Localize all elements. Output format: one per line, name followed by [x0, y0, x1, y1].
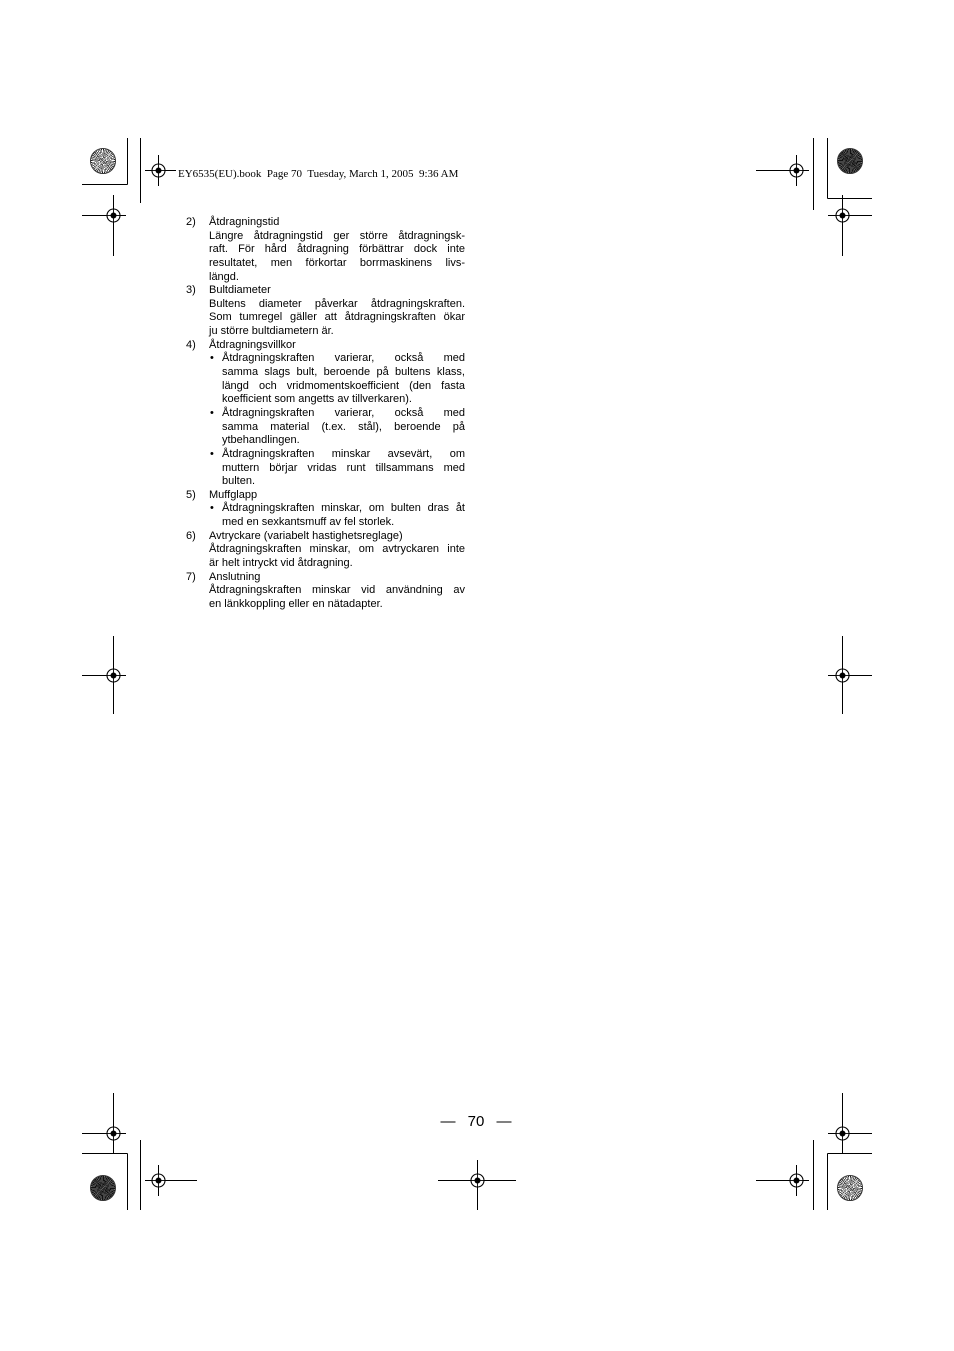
registration-target	[836, 1127, 849, 1140]
text-line: är helt intryckt vid åtdragning.	[209, 557, 353, 570]
page-number: — 70 —	[440, 1113, 512, 1130]
text-line: samma slags bult, beroende på bultens klass,	[222, 366, 465, 379]
starburst-mark-bottom-right	[837, 1175, 863, 1201]
registration-target	[107, 669, 120, 682]
crop-mark-middle-right	[828, 636, 872, 714]
text-line: längd och vridmomentskoefficient (den fasta	[222, 379, 465, 392]
item-number: 4)	[186, 338, 196, 351]
registration-target	[836, 669, 849, 682]
text-line: ytbehandlingen.	[222, 434, 300, 447]
text-line: en länkkoppling eller en nätadapter.	[209, 597, 383, 610]
item-body	[209, 530, 465, 571]
registration-target	[471, 1174, 484, 1187]
bullet-item	[209, 407, 465, 448]
text-line: bulten.	[222, 475, 256, 488]
item-title: Åtdragningsvillkor	[209, 338, 296, 351]
starburst-mark-top-right	[837, 148, 863, 174]
bullet-symbol: •	[210, 406, 214, 419]
list-item	[186, 216, 465, 284]
text-line: Som tumregel gäller att åtdragningskraften ökar	[209, 311, 465, 324]
registration-target	[790, 1174, 803, 1187]
text-line: Åtdragningskraften minskar avsevärt, om	[222, 447, 465, 460]
text-line: med en sexkantsmuff av fel storlek.	[222, 516, 395, 529]
list-item	[186, 530, 465, 571]
text-line: Åtdragningskraften minskar, om bulten dras åt	[222, 502, 465, 515]
text-line: Åtdragningskraften minskar vid användning av	[209, 584, 465, 597]
text-line: ju större bultdiametern är.	[209, 325, 334, 338]
item-title: Bultdiameter	[209, 284, 271, 297]
text-line: längd.	[209, 270, 239, 283]
registration-target	[107, 209, 120, 222]
registration-target	[152, 164, 165, 177]
text-line: koefficient som angetts av tillverkaren).	[222, 393, 412, 406]
list-item	[186, 489, 465, 530]
text-line: resultatet, men förkortar borrmaskinens livs-	[209, 256, 465, 269]
starburst-mark-top-left	[90, 148, 116, 174]
list-item	[186, 571, 465, 612]
item-title: Avtryckare (variabelt hastighetsreglage)	[209, 529, 403, 542]
text-line: muttern börjar vridas runt tillsammans med	[222, 461, 465, 474]
list-item	[186, 284, 465, 339]
text-line: Bultens diameter påverkar åtdragningskraften.	[209, 297, 465, 310]
bullet-symbol: •	[210, 502, 214, 515]
crop-mark-bottom-center	[438, 1160, 516, 1210]
item-title: Muffglapp	[209, 488, 258, 501]
item-title: Anslutning	[209, 570, 261, 583]
text-line: samma material (t.ex. stål), beroende på	[222, 420, 465, 433]
list-item	[186, 339, 465, 489]
registration-target	[152, 1174, 165, 1187]
item-number: 5)	[186, 488, 196, 501]
item-body	[209, 216, 465, 284]
bullet-item	[209, 502, 465, 529]
bullet-item	[209, 352, 465, 407]
registration-target	[836, 209, 849, 222]
text-line: raft. För hård åtdragning förbättrar dock inte	[209, 243, 465, 256]
item-number: 3)	[186, 284, 196, 297]
item-number: 6)	[186, 529, 196, 542]
starburst-mark-bottom-left	[90, 1175, 116, 1201]
bullet-symbol: •	[210, 447, 214, 460]
item-number: 2)	[186, 216, 196, 228]
numbered-list	[186, 216, 465, 612]
item-number: 7)	[186, 570, 196, 583]
text-line: Längre åtdragningstid ger större åtdragningsk-	[209, 229, 465, 242]
text-line: Åtdragningskraften varierar, också med	[222, 352, 465, 365]
item-title: Åtdragningstid	[209, 216, 280, 228]
text-line: Åtdragningskraften varierar, också med	[222, 406, 465, 419]
item-body	[209, 284, 465, 339]
item-body	[209, 571, 465, 612]
registration-target	[107, 1127, 120, 1140]
text-line: Åtdragningskraften minskar, om avtryckaren inte	[209, 543, 465, 556]
crop-mark-middle-left	[82, 636, 126, 714]
registration-target	[790, 164, 803, 177]
file-info-header: EY6535(EU).book Page 70 Tuesday, March 1, 2005 9:36 AM	[178, 168, 459, 180]
bullet-item	[209, 448, 465, 489]
item-body	[209, 339, 465, 489]
item-body	[209, 489, 465, 530]
bullet-symbol: •	[210, 352, 214, 365]
